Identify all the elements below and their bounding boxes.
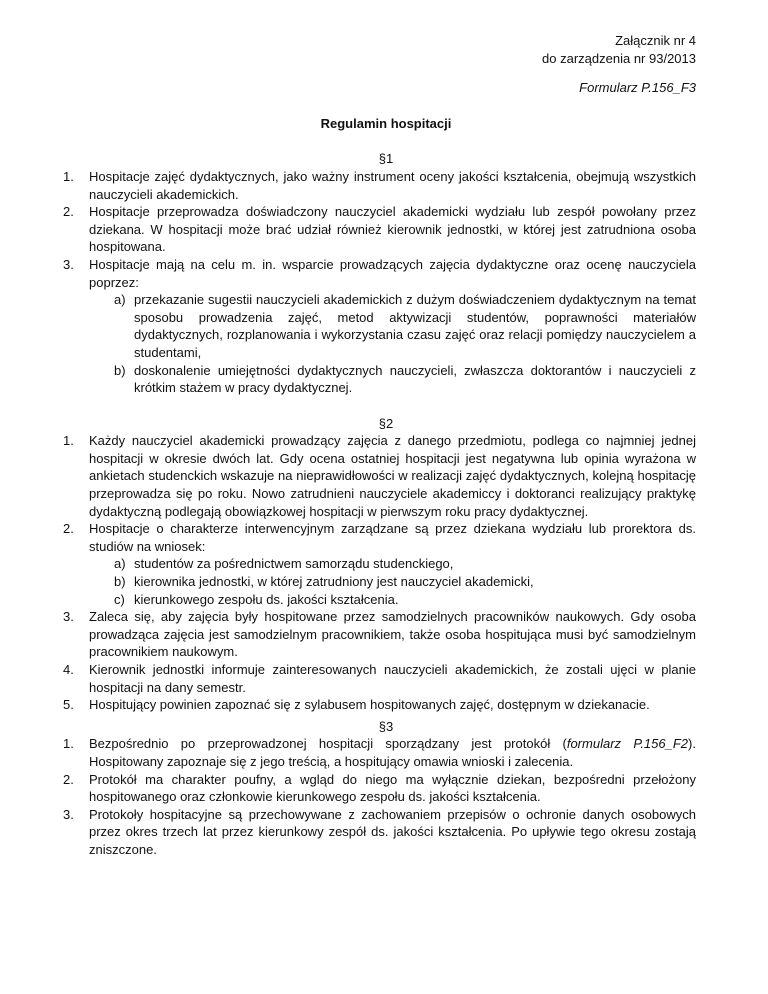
section-heading-2: §2 — [378, 415, 394, 431]
list-item: 5. Hospitujący powinien zapoznać się z sylabusem hospitowanych zajęć, dostępnym w dziekanacie. — [63, 697, 650, 713]
document-title: Regulamin hospitacji — [320, 115, 452, 131]
sub-list — [89, 555, 696, 608]
sub-list-item: b) doskonalenie umiejętności dydaktycznych nauczycieli, zwłaszcza doktorantów i nauczycieli z krótkim stażem w pracy dydaktycznej. — [114, 362, 696, 396]
ordinance-reference: do zarządzenia nr 93/2013 — [542, 50, 696, 66]
list-item: 2. Protokół ma charakter poufny, a wgląd do niego ma wyłącznie dziekan, bezpośredni przełożony hospitowanego oraz członkowie kierunkowego zespołu ds. jakości kształcenia. — [63, 771, 696, 805]
list-item: 1. Każdy nauczyciel akademicki prowadzący zajęcia z danego przedmiotu, podlega co najmniej jednej hospitacji w okresie dwóch lat. Gdy ocena ostatniej hospitacji jest negatywna lub opinia wyrażona w ankietach studenckich wskazuje na nieprawidłowości w realizacji zajęć dydaktycznych, kolejną hospitację przeprowadza się po roku. Nowo zatrudnieni nauczyciele akademiccy i doktoranci realizujący praktykę dydaktyczną podlegają obowiązkowej hospitacji w pierwszym roku pracy dydaktycznej. — [63, 433, 696, 519]
section-heading-1: §1 — [378, 151, 394, 167]
section-2-list — [63, 432, 696, 714]
section-heading-3: §3 — [378, 718, 394, 734]
sub-list-item: b) kierownika jednostki, w której zatrudniony jest nauczyciel akademicki, — [114, 574, 534, 590]
list-item: 2. Hospitacje przeprowadza doświadczony nauczyciel akademicki wydziału lub zespół powołany przez dziekana. W hospitacji może brać udział również kierownik jednostki, w której jest zatrudniona osoba hospitowana. — [63, 204, 696, 255]
list-item: 1. Bezpośrednio po przeprowadzonej hospitacji sporządzany jest protokół (formularz P.156_F2). Hospitowany zapoznaje się z jego treścią, a hospitujący omawia wnioski i zalecenia. — [63, 736, 696, 769]
list-item: 1. Hospitacje zajęć dydaktycznych, jako ważny instrument oceny jakości kształcenia, obejmują wszystkich nauczycieli akademickich. — [63, 168, 696, 202]
sub-list-item: c) kierunkowego zespołu ds. jakości kształcenia. — [114, 591, 399, 607]
section-1-list — [63, 168, 696, 397]
form-identifier: Formularz P.156_F3 — [579, 80, 696, 96]
list-item: 4. Kierownik jednostki informuje zainteresowanych nauczycieli akademickich, że zostali ujęci w planie hospitacji na dany semestr. — [63, 662, 696, 695]
list-item: 2. Hospitacje o charakterze interwencyjnym zarządzane są przez dziekana wydziału lub prorektora ds. studiów na wniosek: a) studentów za pośrednictwem samorządu studenckiego, b) kierownika jednostki, w której zatrudniony jest nauczyciel akademicki, c) kierunkowego zespołu ds. jakości kształcenia. — [63, 521, 696, 607]
sub-list-item: a) studentów za pośrednictwem samorządu studenckiego, — [114, 556, 454, 572]
list-item: 3. Zaleca się, aby zajęcia były hospitowane przez samodzielnych pracowników naukowych. Gdy osoba prowadząca zajęcia jest samodzielnym pracownikiem, także osoba hospitująca musi być samodzielnym pracownikiem naukowym. — [63, 609, 696, 660]
list-item: 3. Hospitacje mają na celu m. in. wsparcie prowadzących zajęcia dydaktyczne oraz ocenę nauczyciela poprzez: a) przekazanie sugestii nauczycieli akademickich z dużym doświadczeniem dydaktycznym na temat sposobu prowadzenia zajęć, metod aktywizacji studentów, poprawności materiałów dydaktycznych, rozplanowania i wykorzystania czasu zajęć oraz relacji pomiędzy nauczycielem a studentami, b) doskonalenie umiejętności dydaktycznych nauczycieli, zwłaszcza doktorantów i nauczycieli z krótkim stażem w pracy dydaktycznej. — [63, 256, 696, 396]
attachment-number: Załącznik nr 4 — [615, 33, 696, 48]
sub-list-item: a) przekazanie sugestii nauczycieli akademickich z dużym doświadczeniem dydaktycznym na temat sposobu prowadzenia zajęć, metod aktywizacji studentów, poprawności materiałów dydaktycznych, rozplanowania i wykorzystania czasu zajęć oraz relacji pomiędzy nauczycielem a studentami, — [114, 292, 696, 360]
attachment-header — [76, 32, 696, 67]
form-reference: formularz P.156_F2 — [566, 736, 689, 752]
list-item: 3. Protokoły hospitacyjne są przechowywane z zachowaniem przepisów o ochronie danych osobowych przez okres trzech lat przez kierunkowy zespół ds. jakości kształcenia. Po upływie tego okresu zostają zniszczone. — [63, 806, 696, 857]
section-3-list — [63, 735, 696, 858]
sub-list — [89, 291, 696, 397]
